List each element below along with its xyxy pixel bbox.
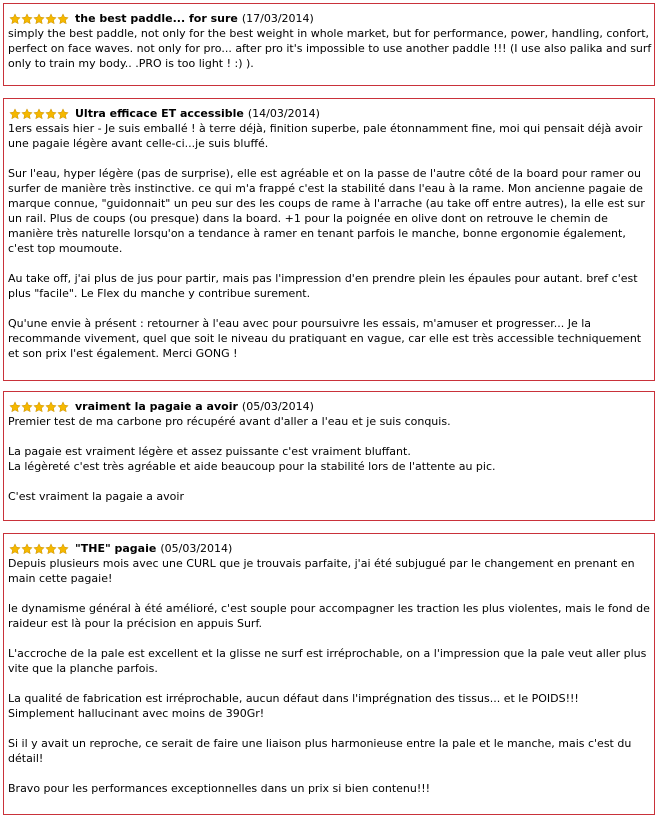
star-icon [57, 13, 69, 25]
star-rating [9, 543, 69, 555]
review-title: Ultra efficace ET accessible [75, 107, 244, 120]
review-paragraph: simply the best paddle, not only for the best weight in whole market, but for performance, power, handling, confort, perfect on face waves. not only for pro... after pro it's impossible to use another paddle !!! (I use also palika and surf only to train my body.. .PRO is too light ! :) ). [8, 27, 652, 70]
review-paragraph: Depuis plusieurs mois avec une CURL que je trouvais parfaite, j'ai été subjugué par le changement en prenant en main cette pagaie! [8, 557, 635, 585]
star-icon [9, 108, 21, 120]
review-title: vraiment la pagaie a avoir [75, 400, 238, 413]
review-date: (05/03/2014) [241, 400, 314, 413]
review-paragraph: Premier test de ma carbone pro récupéré avant d'aller a l'eau et je suis conquis. [8, 415, 451, 428]
star-icon [9, 401, 21, 413]
review-header [8, 11, 654, 26]
star-icon [57, 543, 69, 555]
star-icon [45, 543, 57, 555]
review-paragraph: Au take off, j'ai plus de jus pour partir, mais pas l'impression d'en prendre plein les épaules pour autant. bref c'est plus "facile". Le Flex du manche y contribue surement. [8, 272, 638, 300]
review-title: the best paddle... for sure [75, 12, 238, 25]
review-date: (14/03/2014) [247, 107, 320, 120]
review-body [8, 556, 654, 796]
review-card [3, 533, 655, 815]
star-icon [45, 13, 57, 25]
star-rating [9, 108, 69, 120]
review-header [8, 541, 654, 556]
star-icon [57, 401, 69, 413]
review-paragraph: Bravo pour les performances exceptionnelles dans un prix si bien contenu!!! [8, 782, 431, 795]
star-icon [9, 13, 21, 25]
star-icon [33, 108, 45, 120]
star-icon [21, 543, 33, 555]
review-header [8, 399, 654, 414]
review-header [8, 106, 654, 121]
star-icon [45, 108, 57, 120]
review-body [8, 26, 654, 71]
review-date: (05/03/2014) [160, 542, 233, 555]
star-icon [33, 401, 45, 413]
review-paragraph: L'accroche de la pale est excellent et la glisse ne surf est irréprochable, on a l'impression que la pale veut aller plus vite que la planche parfois. [8, 647, 647, 675]
star-rating [9, 13, 69, 25]
review-card [3, 3, 655, 86]
star-icon [21, 108, 33, 120]
star-icon [33, 543, 45, 555]
review-body [8, 121, 654, 361]
star-icon [21, 401, 33, 413]
review-paragraph: La qualité de fabrication est irréprochable, aucun défaut dans l'imprégnation des tissus... et le POIDS!!! Simplement hallucinant avec moins de 390Gr! [8, 692, 579, 720]
star-icon [9, 543, 21, 555]
star-icon [57, 108, 69, 120]
review-body [8, 414, 654, 504]
review-paragraph: 1ers essais hier - Je suis emballé ! à terre déjà, finition superbe, pale étonnamment fine, moi qui pensait déjà avoir une pagaie légère avant celle-ci...je suis bluffé. [8, 122, 643, 150]
star-icon [33, 13, 45, 25]
review-paragraph: Si il y avait un reproche, ce serait de faire une liaison plus harmonieuse entre la pale et le manche, mais c'est du détail! [8, 737, 632, 765]
review-paragraph: La pagaie est vraiment légère et assez puissante c'est vraiment bluffant. La légèreté c'est très agréable et aide beaucoup pour la stabilité lors de l'attente au pic. [8, 445, 496, 473]
star-rating [9, 401, 69, 413]
review-paragraph: Qu'une envie à présent : retourner à l'eau avec pour poursuivre les essais, m'amuser et progresser... Je la recommande vivement, quel que soit le niveau du pratiquant en vague, car elle est très accessible techniquement et son prix l'est également. Merci GONG ! [8, 317, 642, 360]
review-title: "THE" pagaie [75, 542, 157, 555]
review-card [3, 98, 655, 381]
review-paragraph: le dynamisme général à été amélioré, c'est souple pour accompagner les traction les plus violentes, mais le fond de raideur est là pour la précision en appuis Surf. [8, 602, 650, 630]
star-icon [21, 13, 33, 25]
review-paragraph: Sur l'eau, hyper légère (pas de surprise), elle est agréable et on la passe de l'autre côté de la board pour ramer ou surfer de manière très instinctive. ce qui m'a frappé c'est la stabilité dans l'eau à la rame. Mon ancienne pagaie de marque connue, "guidonnait" un peu sur des les coups de rame à l'arrache (au take off entre autres), la elle est sur un rail. Plus de coups (ou presque) dans la board. +1 pour la poignée en olive dont on retrouve le chemin de manière très naturelle lorsqu'on a tendance à ramer en tenant parfois le manche, bonne ergonomie également, c'est top moumoute. [8, 167, 645, 255]
review-paragraph: C'est vraiment la pagaie a avoir [8, 490, 184, 503]
review-date: (17/03/2014) [241, 12, 314, 25]
star-icon [45, 401, 57, 413]
review-card [3, 391, 655, 521]
